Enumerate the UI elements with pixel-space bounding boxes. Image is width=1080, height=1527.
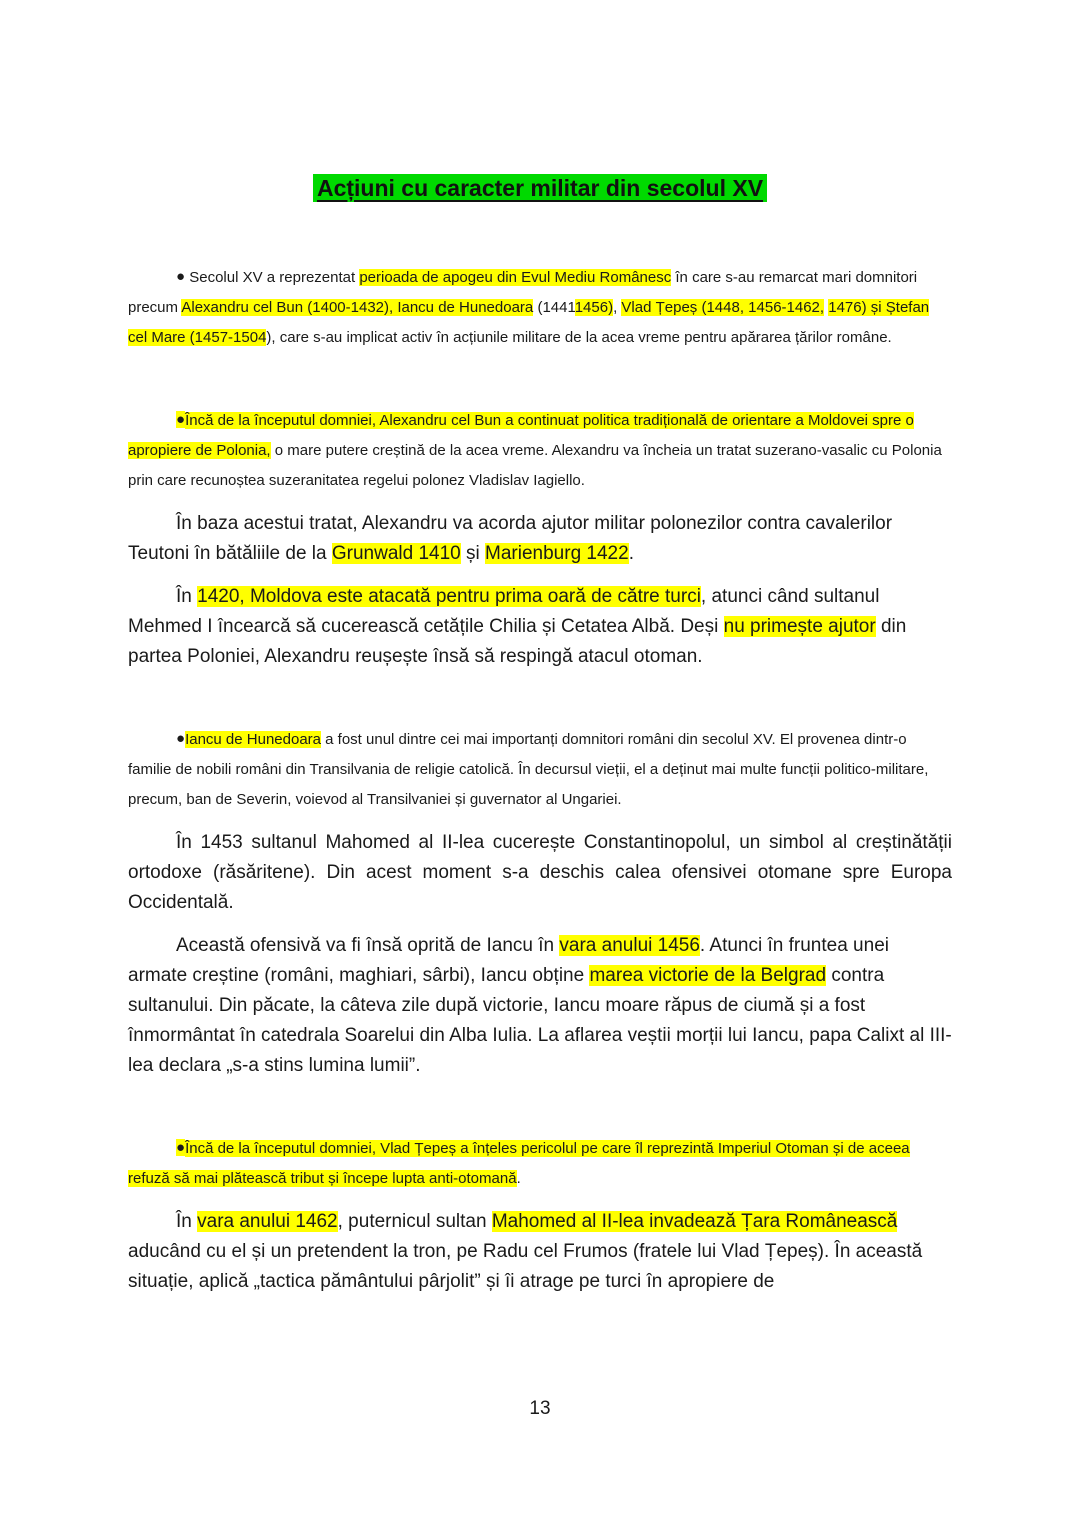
bullet-icon: ● (176, 1139, 186, 1156)
text-segment: o mare putere creștină de la acea vreme. Alexandru va încheia un tratat suzerano-vasalic cu Polonia prin care recunoștea suzeranitatea regelui polonez Vladislav Iagiello. (128, 442, 942, 489)
page-number: 13 (529, 1398, 551, 1419)
bullet-icon: ● (176, 411, 186, 428)
highlighted-text: Încă de la începutul domniei, Alexandru cel Bun a continuat politica tradițională de orientare a Moldovei spre o apropiere de Polonia, (128, 412, 914, 459)
text-segment: din partea Poloniei, Alexandru reușește însă să respingă atacul otoman. (128, 616, 907, 667)
paragraph (128, 262, 952, 353)
text-segment: În 1453 sultanul Mahomed al II-lea cucerește Constantinopolul, un simbol al creștinătății ortodoxe (răsăritene). Din acest moment s-a deschis calea ofensivei otomane spre Europa Occidentală. (128, 832, 952, 913)
text-segment: , atunci când sultanul Mehmed I încearcă să cucerească cetățile Chilia și Cetatea Albă. Deși (128, 586, 880, 637)
paragraph (128, 582, 952, 672)
text-segment: și (460, 543, 486, 564)
highlighted-text: Mahomed al II-lea invadează Țara Românească (491, 1211, 898, 1232)
highlighted-text: Vlad Țepeș (1448, 1456-1462, (621, 299, 825, 316)
text-segment: În baza acestui tratat, Alexandru va acorda ajutor militar polonezilor contra cavalerilor Teutoni în bătăliile de la (128, 513, 893, 564)
paragraph (128, 405, 952, 496)
text-segment: ), care s-au implicat activ în acțiunile militare de la acea vreme pentru apărarea țărilor române. (266, 329, 892, 346)
paragraph (128, 1133, 952, 1194)
highlighted-text: vara anului 1462 (197, 1211, 338, 1232)
text-segment: a fost unul dintre cei mai importanți domnitori români din secolul XV. El provenea dintr-o familie de nobili români din Transilvania de religie catolică. În decursul vieții, el a deținut mai multe funcții politico-militare, precum, ban de Severin, voievod al Transilvaniei și guvernator al Ungariei. (128, 731, 929, 808)
text-segment: , (613, 299, 622, 316)
highlighted-text: perioada de apogeu din Evul Mediu Românesc (359, 269, 672, 286)
highlighted-text: Încă de la începutul domniei, Vlad Țepeș a înțeles pericolul pe care îl reprezintă Imperiul Otoman și de aceea refuză să mai plătească tribut și începe lupta anti-otomană (128, 1140, 910, 1187)
bullet-icon: ● (176, 730, 186, 747)
bullet-icon: ● (176, 268, 190, 285)
highlighted-text: 1420, Moldova este atacată pentru prima oară de către turci (197, 586, 701, 607)
text-segment: (1441 (533, 299, 575, 316)
highlighted-text: Grunwald 1410 (331, 543, 461, 564)
text-segment: . Atunci în fruntea unei armate creștine (români, maghiari, sârbi), Iancu obține (128, 935, 889, 986)
text-segment: contra sultanului. Din păcate, la câteva zile după victorie, Iancu moare răpus de ciumă și a fost înmormântat în catedrala Soarelui din Alba Iulia. La aflarea veștii morții lui Iancu, papa Calixt al III-lea declara „s-a stins lumina lumii”. (128, 965, 952, 1076)
paragraph (128, 724, 952, 815)
text-segment: . (628, 543, 634, 564)
highlighted-text: nu primește ajutor (723, 616, 876, 637)
document-content (128, 262, 952, 1297)
text-segment: În (176, 1211, 198, 1232)
text-segment: În (176, 586, 198, 607)
title-highlight: Acțiuni cu caracter militar din secolul XV (313, 174, 767, 202)
page-title (128, 172, 952, 204)
highlighted-text: Alexandru cel Bun (1400-1432), Iancu de Hunedoara (181, 299, 534, 316)
paragraph (128, 509, 952, 569)
paragraph (128, 1207, 952, 1297)
paragraph (128, 828, 952, 918)
text-segment: , puternicul sultan (337, 1211, 492, 1232)
paragraph (128, 931, 952, 1081)
text-segment: în care s-au remarcat mari domnitori precum (128, 269, 918, 316)
highlighted-text: 1456) (574, 299, 614, 316)
highlighted-text: Marienburg 1422 (485, 543, 629, 564)
text-segment: aducând cu el și un pretendent la tron, pe Radu cel Frumos (fratele lui Vlad Țepeș). În această situație, aplică „tactica pământului pârjolit” și îi atrage pe turci în apropiere de (128, 1241, 923, 1292)
text-segment: Această ofensivă va fi însă oprită de Iancu în (176, 935, 560, 956)
highlighted-text: vara anului 1456 (559, 935, 700, 956)
text-segment: Secolul XV a reprezentat (189, 269, 360, 286)
highlighted-text: 1476) și Ștefan cel Mare (1457-1504 (128, 299, 930, 346)
highlighted-text: Iancu de Hunedoara (185, 731, 321, 748)
highlighted-text: marea victorie de la Belgrad (589, 965, 827, 986)
text-segment: . (516, 1170, 521, 1187)
